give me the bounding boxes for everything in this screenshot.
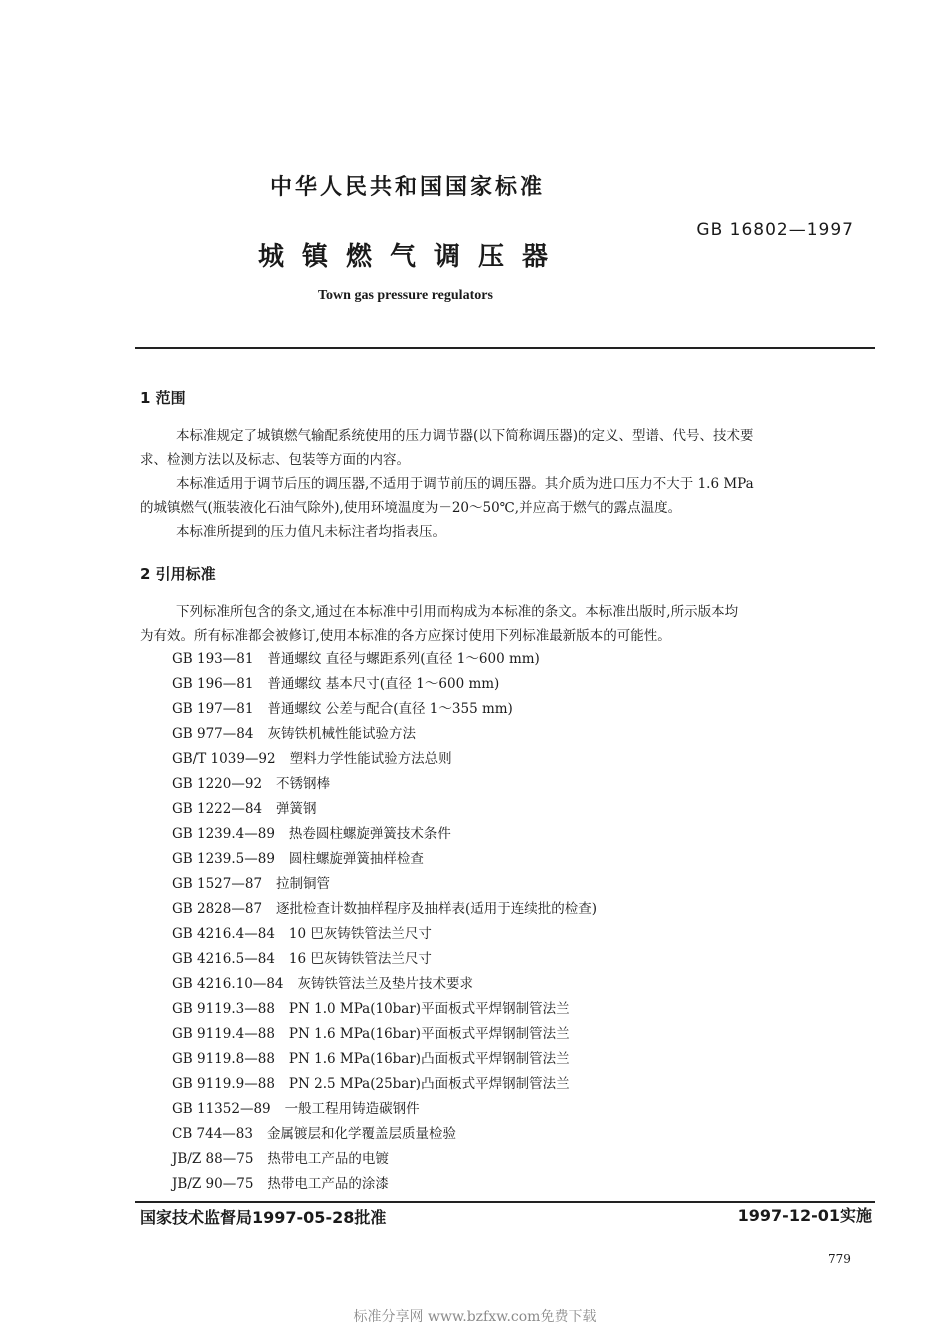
section-1-paragraph-3: 本标准所提到的压力值凡未标注者均指表压。	[176, 524, 446, 540]
reference-item	[172, 1172, 389, 1192]
reference-code: GB 11352—89	[172, 1101, 271, 1117]
reference-item	[172, 1047, 570, 1067]
reference-title: PN 2.5 MPa(25bar)凸面板式平焊钢制管法兰	[288, 1076, 570, 1092]
standard-code: GB 16802—1997	[696, 220, 854, 240]
reference-title: 塑料力学性能试验方法总则	[289, 751, 452, 767]
reference-item	[172, 947, 432, 967]
section-1-paragraph-1-line-2: 求、检测方法以及标志、包装等方面的内容。	[140, 452, 410, 468]
reference-item	[172, 772, 330, 792]
reference-title: 普通螺纹 公差与配合(直径 1～355 mm)	[267, 701, 513, 717]
standard-title-english: Town gas pressure regulators	[318, 288, 493, 303]
standard-title-chinese: 城镇燃气调压器	[258, 242, 567, 272]
effective-date: 1997-12-01实施	[737, 1206, 872, 1225]
reference-code: GB 1222—84	[172, 801, 263, 817]
reference-code: JB/Z 90—75	[172, 1176, 254, 1192]
reference-item	[172, 697, 513, 717]
reference-title: 金属镀层和化学覆盖层质量检验	[267, 1126, 456, 1142]
reference-title: 灰铸铁管法兰及垫片技术要求	[297, 976, 474, 992]
reference-item	[172, 872, 330, 892]
reference-code: GB 197—81	[172, 701, 254, 717]
reference-code: GB 1220—92	[172, 776, 263, 792]
section-1-paragraph-2-line-1: 本标准适用于调节后压的调压器,不适用于调节前压的调压器。其介质为进口压力不大于 1.6 MPa	[176, 476, 754, 492]
reference-title: 不锈钢棒	[276, 776, 331, 792]
watermark-text: 标准分享网 www.bzfxw.com免费下载	[353, 1309, 597, 1325]
reference-code: GB 2828—87	[172, 901, 263, 917]
reference-title: PN 1.0 MPa(10bar)平面板式平焊钢制管法兰	[288, 1001, 570, 1017]
reference-code: GB 9119.8—88	[172, 1051, 275, 1067]
reference-item	[172, 972, 473, 992]
section-2-paragraph-line-1: 下列标准所包含的条文,通过在本标准中引用而构成为本标准的条文。本标准出版时,所示版本均	[176, 604, 739, 620]
approval-date: 国家技术监督局1997-05-28批准	[140, 1208, 387, 1227]
reference-title: 弹簧钢	[276, 801, 317, 817]
section-1-heading: 1 范围	[140, 389, 186, 407]
reference-item	[172, 997, 570, 1017]
reference-title: 普通螺纹 直径与螺距系列(直径 1～600 mm)	[267, 651, 540, 667]
page-number: 779	[828, 1252, 851, 1266]
reference-item	[172, 1072, 570, 1092]
reference-code: GB 4216.10—84	[172, 976, 284, 992]
reference-item	[172, 1147, 389, 1167]
reference-code: GB 9119.4—88	[172, 1026, 275, 1042]
reference-title: 热带电工产品的电镀	[267, 1151, 389, 1167]
reference-title: 逐批检查计数抽样程序及抽样表(适用于连续批的检查)	[276, 901, 598, 917]
header-divider	[135, 347, 875, 349]
reference-code: GB 9119.9—88	[172, 1076, 275, 1092]
reference-item	[172, 672, 499, 692]
reference-item	[172, 1097, 420, 1117]
reference-title: PN 1.6 MPa(16bar)凸面板式平焊钢制管法兰	[288, 1051, 570, 1067]
reference-code: JB/Z 88—75	[172, 1151, 254, 1167]
reference-item	[172, 897, 597, 917]
reference-item	[172, 722, 416, 742]
reference-item	[172, 922, 432, 942]
reference-item	[172, 1122, 456, 1142]
reference-title: 灰铸铁机械性能试验方法	[267, 726, 416, 742]
reference-item	[172, 797, 317, 817]
reference-code: GB/T 1039—92	[172, 751, 276, 767]
reference-code: GB 196—81	[172, 676, 254, 692]
reference-title: 16 巴灰铸铁管法兰尺寸	[288, 951, 432, 967]
reference-title: 一般工程用铸造碳钢件	[284, 1101, 420, 1117]
reference-item	[172, 822, 451, 842]
reference-code: GB 4216.4—84	[172, 926, 275, 942]
section-2-heading: 2 引用标准	[140, 565, 216, 583]
reference-code: GB 1239.5—89	[172, 851, 275, 867]
section-1-paragraph-2-line-2: 的城镇燃气(瓶装液化石油气除外),使用环境温度为－20～50℃,并应高于燃气的露点温度。	[140, 500, 682, 516]
reference-title: 拉制铜管	[276, 876, 331, 892]
reference-code: GB 193—81	[172, 651, 254, 667]
reference-item	[172, 1022, 570, 1042]
reference-code: GB 1527—87	[172, 876, 263, 892]
reference-code: GB 1239.4—89	[172, 826, 275, 842]
section-1-paragraph-1-line-1: 本标准规定了城镇燃气输配系统使用的压力调节器(以下简称调压器)的定义、型谱、代号、技术要	[176, 428, 754, 444]
reference-code: GB 4216.5—84	[172, 951, 275, 967]
reference-title: PN 1.6 MPa(16bar)平面板式平焊钢制管法兰	[288, 1026, 570, 1042]
reference-code: GB 9119.3—88	[172, 1001, 275, 1017]
national-standard-title: 中华人民共和国国家标准	[270, 175, 546, 200]
reference-title: 热带电工产品的涂漆	[267, 1176, 389, 1192]
reference-item	[172, 647, 540, 667]
section-2-paragraph-line-2: 为有效。所有标准都会被修订,使用本标准的各方应探讨使用下列标准最新版本的可能性。	[140, 628, 671, 644]
reference-title: 10 巴灰铸铁管法兰尺寸	[288, 926, 432, 942]
reference-code: CB 744—83	[172, 1126, 253, 1142]
reference-title: 普通螺纹 基本尺寸(直径 1～600 mm)	[267, 676, 500, 692]
reference-title: 热卷圆柱螺旋弹簧技术条件	[288, 826, 451, 842]
reference-item	[172, 747, 452, 767]
reference-item	[172, 847, 424, 867]
reference-title: 圆柱螺旋弹簧抽样检查	[288, 851, 424, 867]
reference-code: GB 977—84	[172, 726, 254, 742]
